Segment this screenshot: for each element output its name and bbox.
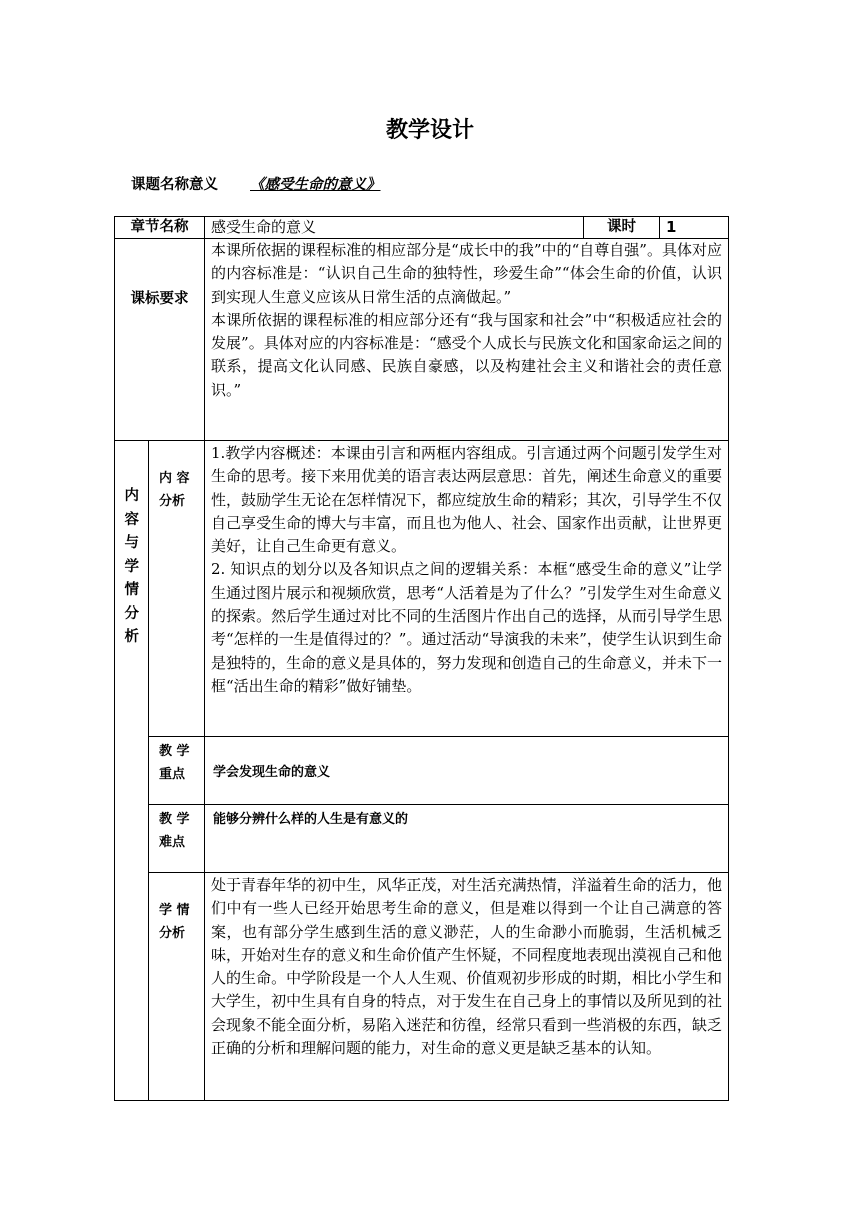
key-label-line-1: 教 学	[159, 744, 190, 759]
content-analysis-text	[205, 441, 729, 737]
standard-row	[115, 239, 729, 441]
standard-content	[205, 239, 729, 441]
chapter-label: 章节名称	[115, 217, 205, 239]
key-label-line-2: 重点	[159, 767, 186, 782]
content-analysis-row	[115, 441, 729, 737]
learner-paragraph: 处于青春年华的初中生，风华正茂，对生活充满热情，洋溢着生命的活力，他们中有一些人已经开始思考生命的意义，但是难以得到一个让自己满意的答案，也有部分学生感到生活的意义渺茫，人的生命渺小而脆弱，生活机械乏味，开始对生存的意义和生命价值产生怀疑，不同程度地表现出漠视自己和他人的生命。中学阶段是一个人人生观、价值观初步形成的时期，相比小学生和大学生，初中生具有自身的特点，对于发生在自己身上的事情以及所见到的社会现象不能全面分析，易陷入迷茫和彷徨，经常只看到一些消极的东西，缺乏正确的分析和理解问题的能力，对生命的意义更是缺乏基本的认知。	[211, 876, 722, 1058]
difficult-point-row	[115, 805, 729, 873]
content-paragraph-1: 1.教学内容概述：本课由引言和两框内容组成。引言通过两个问题引发学生对生命的思考。接下来用优美的语言表达两层意思：首先，阐述生命意义的重要性，鼓励学生无论在怎样情况下，都应绽放生命的精彩；其次，引导学生不仅自己享受生命的博大与丰富，而且也为他人、社会、国家作出贡献，让世界更美好，让自己生命更有意义。	[211, 444, 722, 556]
content-analysis-label	[149, 441, 205, 737]
standard-paragraph-2: 本课所依据的课程标准的相应部分还有“我与国家和社会”中“积极适应社会的发展”。具体对应的内容标准是：“感受个人成长与民族文化和国家命运之间的联系，提高文化认同感、民族自豪感，以及构建社会主义和谐社会的责任意识。”	[211, 310, 722, 399]
difficult-point-label	[149, 805, 205, 873]
chapter-value: 感受生命的意义	[205, 217, 584, 239]
learner-analysis-row	[115, 873, 729, 1101]
learner-analysis-label	[149, 873, 205, 1101]
hours-label: 课时	[584, 217, 660, 239]
chapter-row	[115, 217, 729, 239]
content-label-line-2: 分析	[159, 494, 186, 509]
hours-value: 1	[660, 217, 729, 239]
side-label	[115, 441, 149, 1101]
side-label-text: 内容与学情分析	[124, 488, 139, 645]
content-label-line-1: 内 容	[159, 471, 190, 486]
standard-label: 课标要求	[115, 239, 205, 441]
difficult-point-value: 能够分辨什么样的人生是有意义的	[205, 805, 729, 873]
document-title: 教学设计	[385, 118, 474, 143]
learner-analysis-text	[205, 873, 729, 1101]
content-paragraph-2: 2. 知识点的划分以及各知识点之间的逻辑关系：本框“感受生命的意义”让学生通过图片展示和视频欣赏，思考“人活着是为了什么？”引发学生对生命意义的探索。然后学生通过对比不同的生活图片作出自己的选择，从而引导学生思考“怎样的一生是值得过的？”。通过活动“导演我的未来”，使学生认识到生命是独特的，生命的意义是具体的，努力发现和创造自己的生命意义，并未下一框“活出生命的精彩”做好铺垫。	[211, 560, 722, 695]
lesson-design-table	[114, 216, 729, 1101]
standard-paragraph-1: 本课所依据的课程标准的相应部分是“成长中的我”中的“自尊自强”。具体对应的内容标准是：“认识自己生命的独特性，珍爱生命”“体会生命的价值，认识到实现人生意义应该从日常生活的点滴做起。”	[211, 241, 722, 306]
course-name: 《感受生命的意义》	[250, 177, 381, 193]
difficult-label-line-2: 难点	[159, 835, 186, 850]
course-label: 课题名称意义	[131, 177, 218, 193]
learner-label-line-2: 分析	[159, 926, 186, 941]
course-title-line	[131, 173, 387, 194]
key-point-value: 学会发现生命的意义	[205, 737, 729, 805]
key-point-label	[149, 737, 205, 805]
key-point-row	[115, 737, 729, 805]
learner-label-line-1: 学 情	[159, 903, 190, 918]
difficult-label-line-1: 教 学	[159, 812, 190, 827]
